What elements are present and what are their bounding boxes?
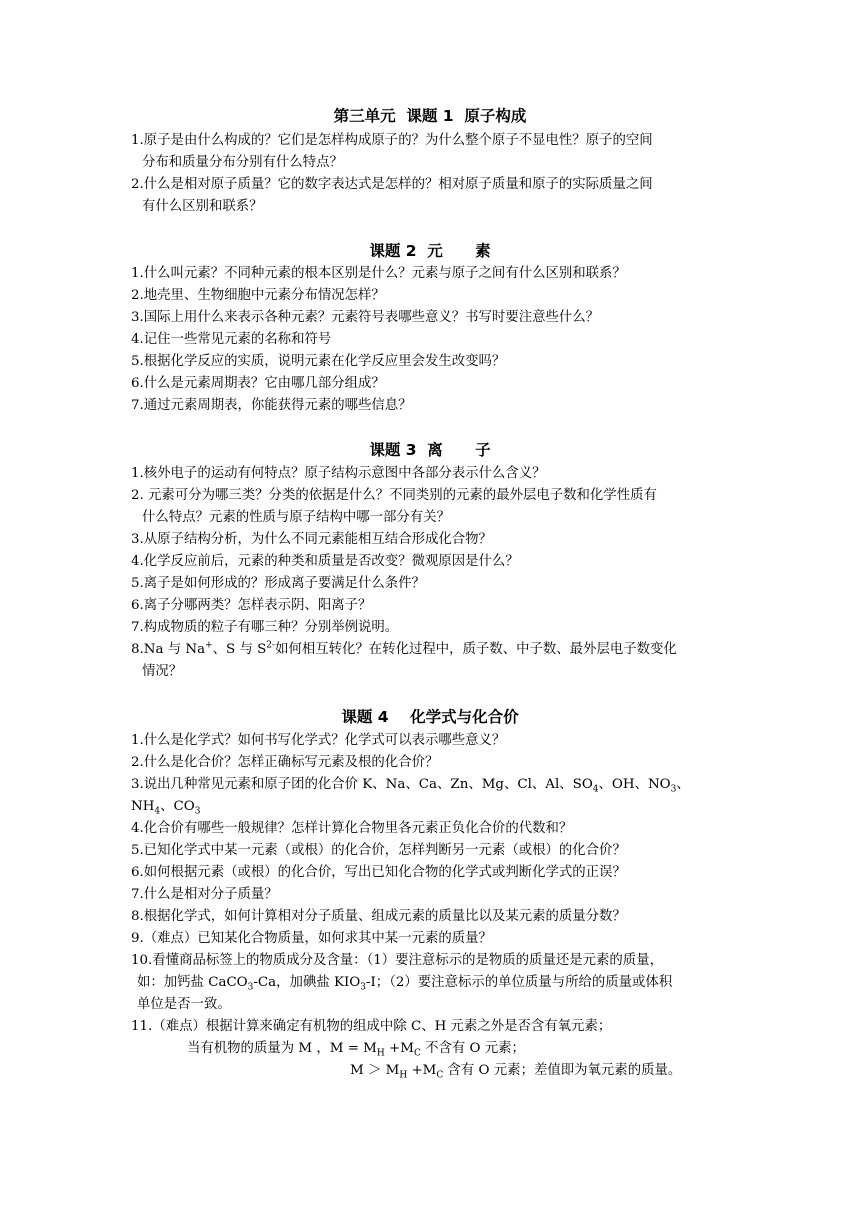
subscript: H — [376, 1048, 385, 1059]
subscript: C — [436, 1070, 444, 1081]
text-segment: 含有 O 元素；差值即为氧元素的质量。 — [443, 1063, 682, 1078]
question-2-2: 2.地壳里、生物细胞中元素分布情况怎样？ — [131, 288, 385, 303]
text-segment: 如何相互转化？在转化过程中，质子数、中子数、最外层电子数变化 — [275, 642, 677, 657]
question-3-2-cont: 什么特点？元素的性质与原子结构中哪一部分有关？ — [142, 510, 450, 525]
question-4-8: 8.根据化学式，如何计算相对分子质量、组成元素的质量比以及某元素的质量分数？ — [131, 909, 626, 924]
question-2-4: 4.记住一些常见元素的名称和符号 — [131, 332, 332, 347]
subscript: 3 — [194, 806, 201, 817]
text-segment: +M — [407, 1063, 437, 1078]
text-segment: -Ca，加碘盐 KIO — [253, 975, 361, 990]
question-3-8 — [131, 639, 677, 661]
question-2-7: 7.通过元素周期表，你能获得元素的哪些信息？ — [131, 398, 412, 413]
question-3-7: 7.构成物质的粒子有哪三种？分别举例说明。 — [131, 620, 399, 635]
subscript: 4 — [154, 806, 161, 817]
subscript: 4 — [592, 784, 599, 795]
question-4-9: 9.（难点）已知某化合物质量，如何求其中某一元素的质量？ — [131, 931, 492, 946]
text-segment: 当有机物的质量为 M ，M = M — [187, 1041, 377, 1056]
question-3-5: 5.离子是如何形成的？形成离子要满足什么条件？ — [131, 576, 425, 591]
question-3-2: 2. 元素可分为哪三类？分类的依据是什么？不同类别的元素的最外层电子数和化学性质有 — [131, 488, 657, 503]
text-segment: 、 — [676, 777, 690, 792]
text-segment: 不含有 O 元素； — [420, 1041, 525, 1056]
question-1-1: 1.原子是由什么构成的？它们是怎样构成原子的？为什么整个原子不显电性？原子的空间 — [131, 133, 653, 148]
question-4-3-cont — [131, 796, 201, 818]
charge-superscript: + — [205, 640, 213, 651]
question-4-10-cont — [137, 972, 672, 994]
question-3-1: 1.核外电子的运动有何特点？原子结构示意图中各部分表示什么含义？ — [131, 466, 546, 481]
question-2-5: 5.根据化学反应的实质，说明元素在化学反应里会发生改变吗？ — [131, 354, 506, 369]
question-2-3: 3.国际上用什么来表示各种元素？元素符号表哪些意义？书写时要注意些什么？ — [131, 310, 600, 325]
question-1-2: 2.什么是相对原子质量？它的数字表达式是怎样的？相对原子质量和原子的实际质量之间 — [131, 177, 653, 192]
question-1-1-cont: 分布和质量分布分别有什么特点？ — [142, 155, 343, 170]
text-segment: 3.说出几种常见元素和原子团的化合价 K、Na、Ca、Zn、Mg、Cl、Al、SO — [131, 777, 593, 792]
text-segment: 、CO — [160, 799, 195, 814]
text-segment: 、OH、NO — [598, 777, 671, 792]
question-3-6: 6.离子分哪两类？怎样表示阴、阳离子？ — [131, 598, 372, 613]
subscript: 3 — [670, 784, 677, 795]
subscript: 3 — [247, 982, 254, 993]
subscript: H — [399, 1070, 408, 1081]
formula-line-2 — [350, 1060, 681, 1082]
question-2-1: 1.什么叫元素？不同种元素的根本区别是什么？元素与原子之间有什么区别和联系？ — [131, 266, 626, 281]
text-segment: 8.Na 与 Na — [131, 642, 206, 657]
question-4-11: 11.（难点）根据计算来确定有机物的组成中除 C、H 元素之外是否含有氧元素； — [131, 1019, 612, 1034]
text-segment: +M — [384, 1041, 414, 1056]
question-4-10-cont2: 单位是否一致。 — [137, 997, 231, 1012]
question-3-8-cont: 情况？ — [142, 664, 183, 679]
section-title-unit3-topic1: 第三单元 课题 1 原子构成 — [333, 107, 527, 125]
text-segment: M ＞ M — [350, 1063, 400, 1078]
question-4-6: 6.如何根据元素（或根）的化合价，写出已知化合物的化学式或判断化学式的正误？ — [131, 865, 626, 880]
question-3-4: 4.化学反应前后，元素的种类和质量是否改变？微观原因是什么？ — [131, 554, 519, 569]
question-4-5: 5.已知化学式中某一元素（或根）的化合价，怎样判断另一元素（或根）的化合价？ — [131, 843, 626, 858]
question-3-3: 3.从原子结构分析，为什么不同元素能相互结合形成化合物？ — [131, 532, 492, 547]
charge-superscript: 2- — [266, 640, 276, 651]
text-segment: -I；（2）要注意标示的单位质量与所给的质量或体积 — [365, 975, 673, 990]
text-segment: 、S 与 S — [212, 642, 267, 657]
text-segment: NH — [131, 799, 155, 814]
question-4-2: 2.什么是化合价？怎样正确标写元素及根的化合价？ — [131, 755, 439, 770]
section-title-topic4: 课题 4 化学式与化合价 — [341, 708, 519, 726]
section-title-topic2: 课题 2 元 素 — [369, 242, 491, 260]
question-4-7: 7.什么是相对分子质量？ — [131, 887, 278, 902]
question-1-2-cont: 有什么区别和联系？ — [142, 199, 263, 214]
question-4-3 — [131, 774, 690, 796]
subscript: 3 — [360, 982, 366, 993]
question-2-6: 6.什么是元素周期表？它由哪几部分组成？ — [131, 376, 385, 391]
subscript: C — [413, 1048, 421, 1059]
section-title-topic3: 课题 3 离 子 — [369, 441, 491, 459]
question-4-10: 10.看懂商品标签上的物质成分及含量：（1）要注意标示的是物质的质量还是元素的质量， — [131, 953, 663, 968]
text-segment: 如：加钙盐 CaCO — [137, 975, 248, 990]
question-4-1: 1.什么是化学式？如何书写化学式？化学式可以表示哪些意义？ — [131, 733, 506, 748]
question-4-4: 4.化合价有哪些一般规律？怎样计算化合物里各元素正负化合价的代数和？ — [131, 821, 573, 836]
formula-line-1 — [187, 1038, 525, 1060]
